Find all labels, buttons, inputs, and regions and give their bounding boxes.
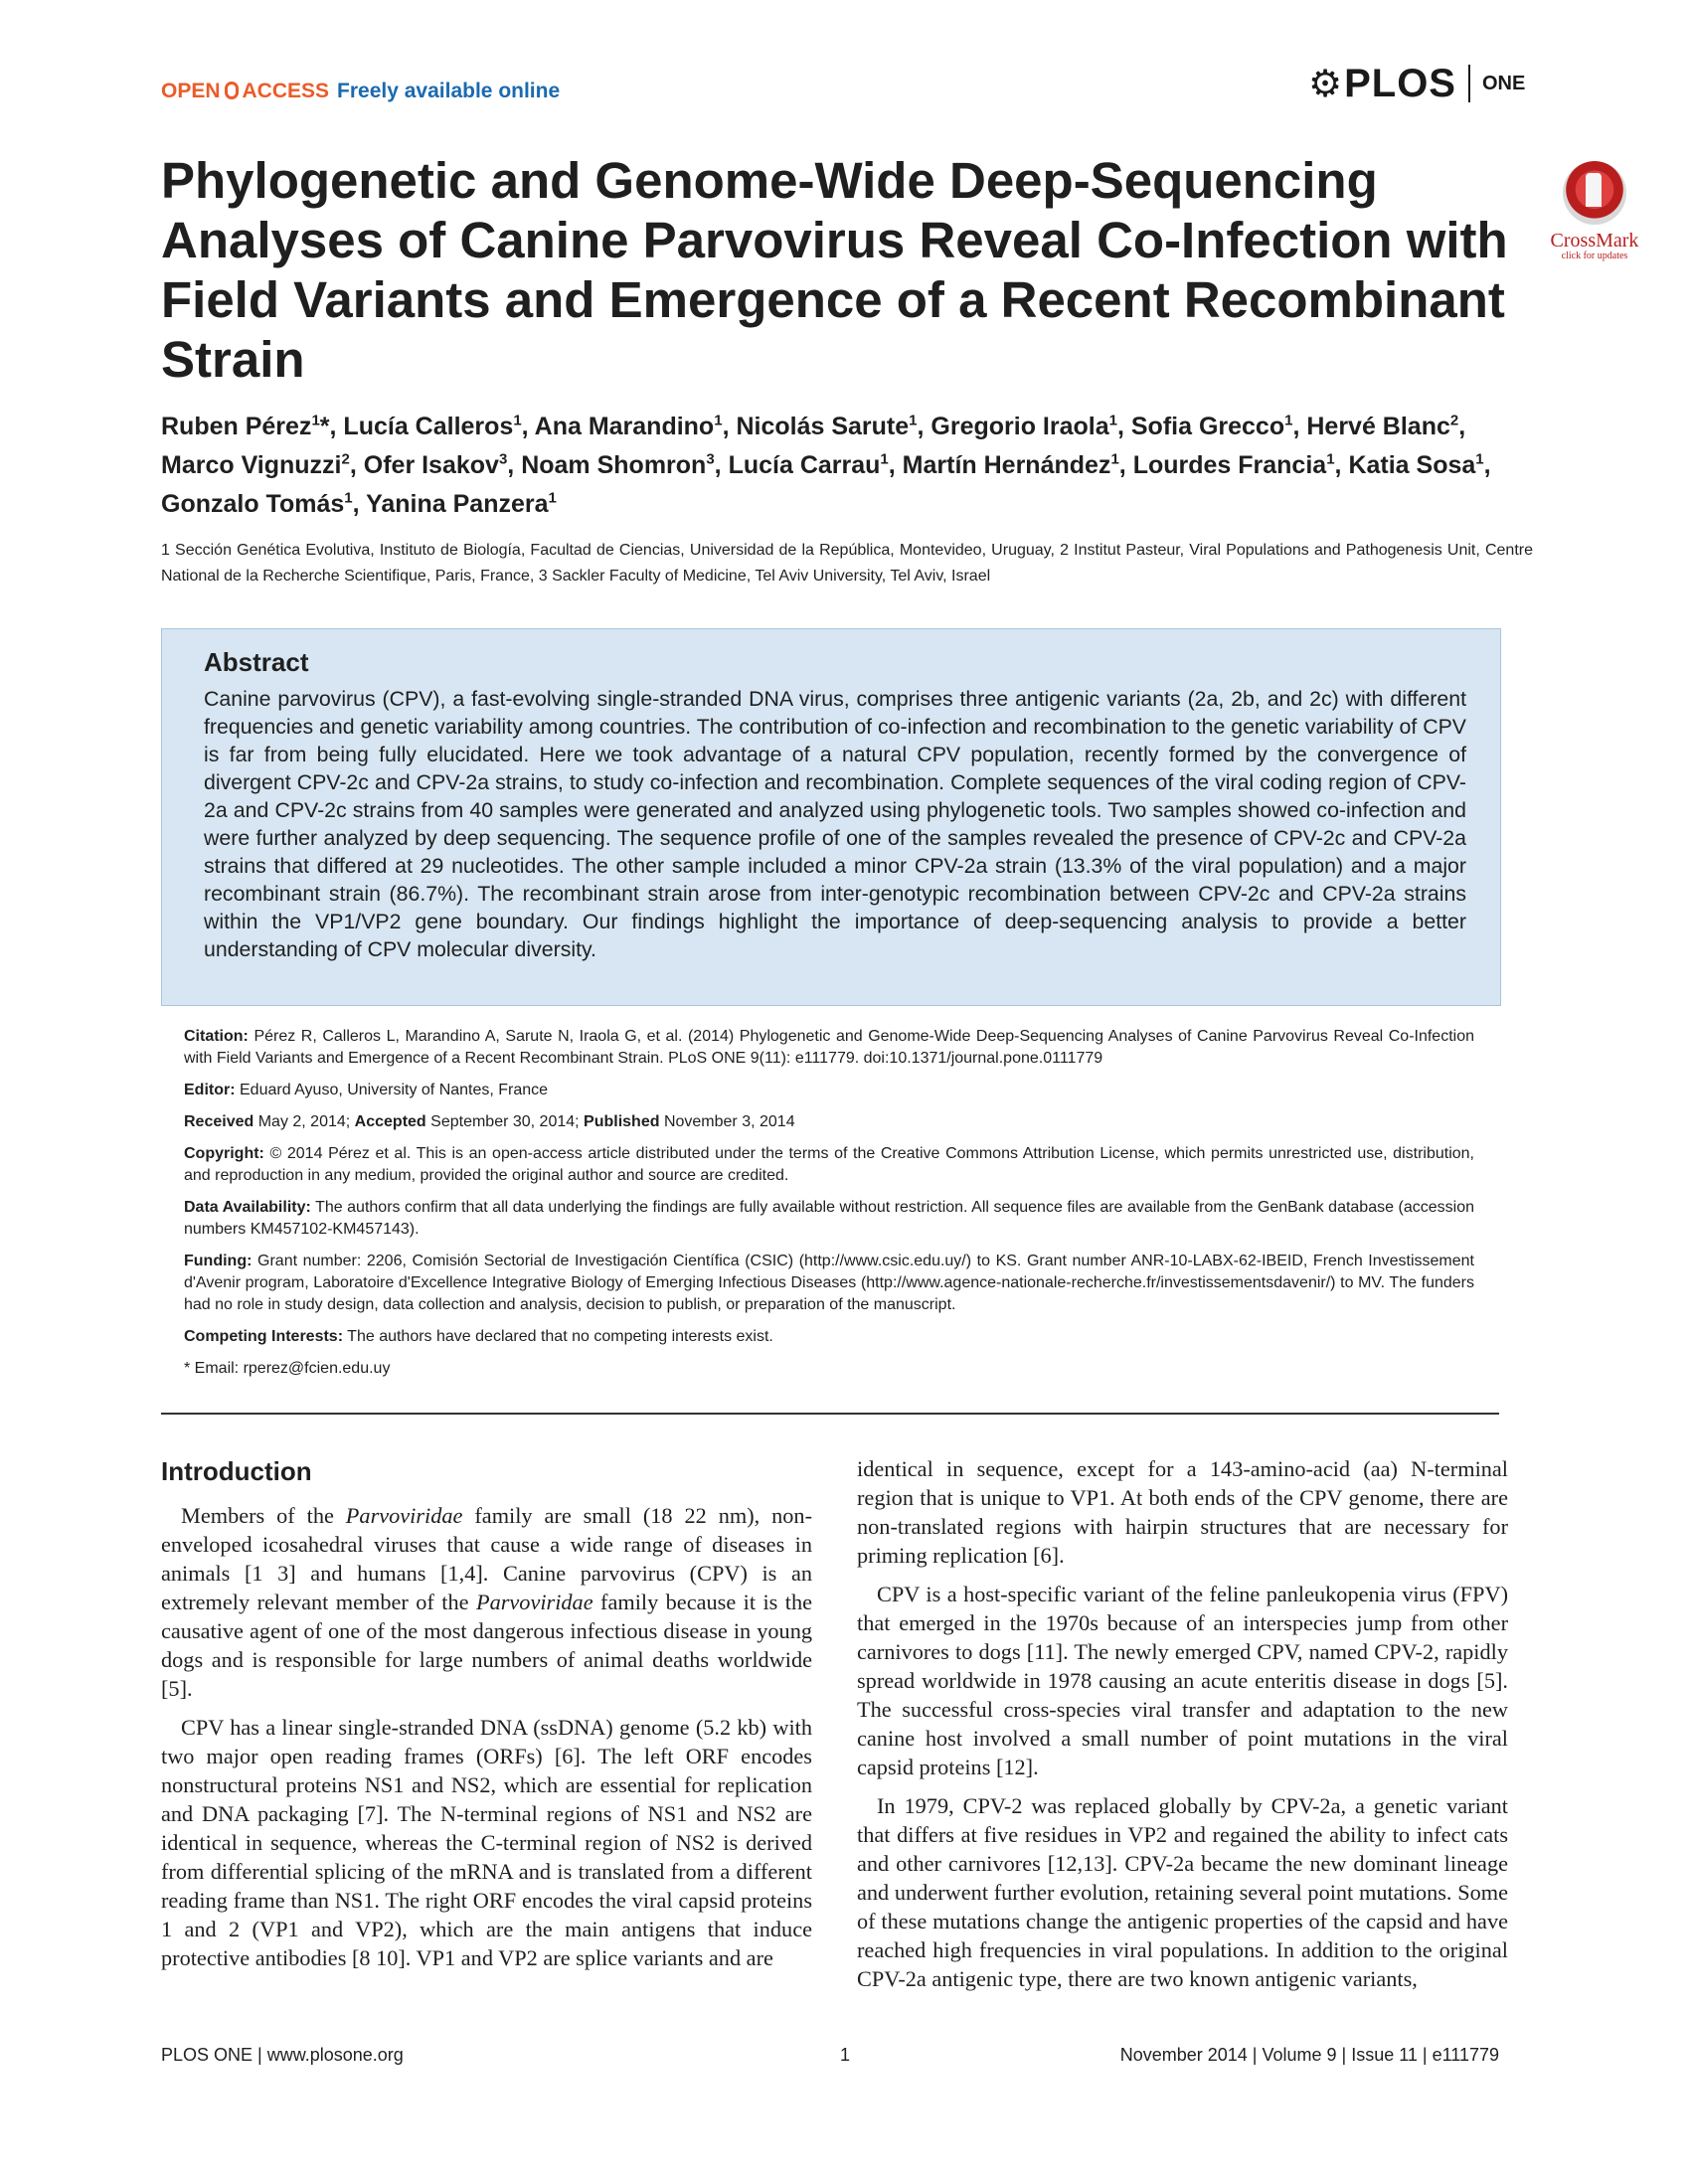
author-affiliation-mark: 1	[513, 412, 522, 429]
author	[161, 451, 350, 479]
body-paragraph	[161, 1501, 812, 1703]
page-number: 1	[840, 2045, 851, 2065]
accepted-label: Accepted	[354, 1113, 426, 1130]
funding	[184, 1251, 1474, 1316]
author-affiliation-mark: 1	[1284, 412, 1293, 429]
plos-gear-icon: ⚙	[1308, 63, 1343, 105]
author	[366, 490, 557, 518]
author-affiliation-mark: 1	[1475, 450, 1484, 468]
logo-divider	[1468, 65, 1470, 102]
editor	[184, 1080, 1474, 1101]
text-run: family because it is the causative agent of one of the most dangerous infectious disease in young dogs and is responsible for large numbers of animal deaths worldwide [5].	[161, 1590, 813, 1701]
citation-label: Citation:	[184, 1028, 249, 1045]
data-availability-label: Data Availability:	[184, 1199, 311, 1216]
journal-logo-text: PLOS	[1344, 61, 1456, 105]
received-label: Received	[184, 1113, 254, 1130]
author	[535, 413, 723, 440]
author	[930, 413, 1117, 440]
author-affiliation-mark: 3	[498, 450, 508, 468]
data-availability-text: The authors confirm that all data underlying the findings are fully available without restriction. All sequence files are available from the GenBank database (accession numbers KM457102-KM457143).	[184, 1199, 1475, 1238]
author-name: Ana Marandino	[534, 413, 715, 440]
author-affiliation-mark: 1	[1110, 450, 1119, 468]
body-paragraph: In 1979, CPV-2 was replaced globally by CPV-2a, a genetic variant that differs at five residues in VP2 and regained the ability to infect cats and other carnivores [12,13]. CPV-2a became the new dominant lineage and underwent further evolution, retaining several point mutations. Some of these mutations change the antigenic properties of the capsid and have reached high frequencies in viral populations. In addition to the original CPV-2a antigenic type, there are two known antigenic variants,	[857, 1793, 1508, 1991]
author-affiliation-mark: 1	[344, 489, 353, 507]
author-name: Lourdes Francia	[1132, 451, 1327, 479]
journal-logo-sub: ONE	[1481, 72, 1526, 94]
funding-text: Grant number: 2206, Comisión Sectorial de Investigación Científica (CSIC) (http://www.csic.edu.uy/) to KS. Grant number ANR-10-LABX-62-IBEID, French Investissement d'Avenir program, Laboratoire d'Excellence Integrative Biology of Emerging Infectious Diseases (http://www.agence-nationale-recherche.fr/investissementsdavenir/) to MV. The funders had no role in study design, data collection and analysis, decision to publish, or preparation of the manuscript.	[184, 1253, 1475, 1313]
abstract-text: Canine parvovirus (CPV), a fast-evolving single-stranded DNA virus, comprises three antigenic variants (2a, 2b, and 2c) with different frequencies and genetic variability among countries. The contribution of co-infection and recombination to the genetic variability of CPV is far from being fully elucidated. Here we took advantage of a natural CPV population, recently formed by the convergence of divergent CPV-2c and CPV-2a strains, to study co-infection and recombination. Complete sequences of the viral coding region of CPV-2a and CPV-2c strains from 40 samples were generated and analyzed using phylogenetic tools. Two samples showed co-infection and were further analyzed by deep sequencing. The sequence profile of one of the samples revealed the presence of CPV-2c and CPV-2a strains that differed at 29 nucleotides. The other sample included a minor CPV-2a strain (13.3% of the viral population) and a major recombinant strain (86.7%). The recombinant strain arose from inter-genotypic recombination between CPV-2c and CPV-2a strains within the VP1/VP2 gene boundary. Our findings highlight the importance of deep-sequencing analysis to provide a better understanding of CPV molecular diversity.	[204, 687, 1466, 961]
author-name: Hervé Blanc	[1306, 413, 1450, 440]
data-availability	[184, 1197, 1474, 1241]
abstract-heading: Abstract	[204, 647, 309, 677]
author	[1133, 451, 1335, 479]
author-affiliation-mark: 1	[909, 412, 918, 429]
author-name: Lucía Calleros	[343, 413, 514, 440]
body-paragraph: CPV is a host-specific variant of the feline panleukopenia virus (FPV) that emerged in the 1970s because of an interspecies jump from other carnivores to dogs [11]. The newly emerged CPV, named CPV-2, rapidly spread worldwide in 1978 causing an acute enteritis disease in dogs [5]. The successful cross-species viral transfer and adaptation to the new canine host involved a small number of point mutations in the viral capsid proteins [12].	[857, 1582, 1508, 1779]
author-name: Noam Shomron	[521, 451, 707, 479]
author-name: Sofia Grecco	[1130, 413, 1285, 440]
copyright	[184, 1143, 1474, 1187]
author-name: Yanina Panzera	[366, 490, 549, 518]
author-affiliation-mark: 2	[1449, 412, 1459, 429]
author	[1348, 451, 1483, 479]
article-title: Phylogenetic and Genome-Wide Deep-Sequencing Analyses of Canine Parvovirus Reveal Co-Infection with Field Variants and Emergence of a Recent Recombinant Strain	[161, 152, 1508, 388]
author	[343, 413, 521, 440]
author-affiliation-mark: 1	[714, 412, 723, 429]
corresponding-author-mark: *	[319, 413, 330, 440]
author-affiliation-mark: 1	[880, 450, 889, 468]
metadata-divider	[161, 1413, 1499, 1415]
open-access-badge	[161, 80, 560, 103]
author-affiliation-mark: 1	[1326, 450, 1335, 468]
footer-journal: PLOS ONE | www.plosone.org	[161, 2045, 404, 2065]
author-name: Ofer Isakov	[363, 451, 499, 479]
editor-text: Eduard Ayuso, University of Nantes, France	[240, 1082, 549, 1098]
author	[1131, 413, 1293, 440]
author	[736, 413, 917, 440]
competing-interests-label: Competing Interests:	[184, 1328, 344, 1345]
published-label: Published	[584, 1113, 660, 1130]
author	[903, 451, 1119, 479]
competing-interests	[184, 1326, 1474, 1348]
open-label: OPEN	[161, 80, 221, 102]
received-date: May 2, 2014;	[257, 1113, 351, 1130]
article-metadata	[184, 1026, 1474, 1390]
author	[729, 451, 889, 479]
funding-label: Funding:	[184, 1253, 253, 1269]
competing-interests-text: The authors have declared that no competing interests exist.	[347, 1328, 773, 1345]
citation	[184, 1026, 1474, 1070]
open-access-lock-icon	[225, 82, 239, 99]
abstract-box	[161, 628, 1501, 1006]
author-name: Lucía Carrau	[728, 451, 881, 479]
body-column-right	[857, 1454, 1508, 2003]
crossmark-sublabel: click for updates	[1561, 251, 1628, 261]
author-name: Katia Sosa	[1348, 451, 1476, 479]
introduction-heading: Introduction	[161, 1456, 312, 1486]
citation-text: Pérez R, Calleros L, Marandino A, Sarute N, Iraola G, et al. (2014) Phylogenetic and Genome-Wide Deep-Sequencing Analyses of Canine Parvovirus Reveal Co-Infection with Field Variants and Emergence of a Recent Recombinant Strain. PLoS ONE 9(11): e111779. doi:10.1371/journal.pone.0111779	[184, 1028, 1475, 1067]
affiliations: 1 Sección Genética Evolutiva, Instituto de Biología, Facultad de Ciencias, Universidad de la República, Montevideo, Uruguay, 2 Institut Pasteur, Viral Populations and Pathogenesis Unit, Centre National de la Recherche Scientifique, Paris, France, 3 Sackler Faculty of Medicine, Tel Aviv University, Tel Aviv, Israel	[161, 542, 1533, 585]
author	[364, 451, 508, 479]
author-affiliation-mark: 1	[1108, 412, 1117, 429]
author-name: Gregorio Iraola	[930, 413, 1109, 440]
copyright-text: © 2014 Pérez et al. This is an open-access article distributed under the terms of the Creative Commons Attribution License, which permits unrestricted use, distribution, and reproduction in any medium, provided the original author and source are credited.	[184, 1145, 1474, 1184]
taxon-name: Parvoviridae	[475, 1590, 593, 1614]
author	[1306, 413, 1458, 440]
author-affiliation-mark: 3	[706, 450, 715, 468]
author-affiliation-mark: 1	[311, 412, 320, 429]
footer-issue: November 2014 | Volume 9 | Issue 11 | e111779	[1119, 2045, 1499, 2065]
dates	[184, 1111, 1474, 1133]
editor-label: Editor:	[184, 1082, 236, 1098]
body-paragraph: CPV has a linear single-stranded DNA (ssDNA) genome (5.2 kb) with two major open reading frames (ORFs) [6]. The left ORF encodes nonstructural proteins NS1 and NS2, which are essential for replication and DNA packaging [7]. The N-terminal regions of NS1 and NS2 are identical in sequence, whereas the C-terminal region of NS2 is derived from differential splicing of the mRNA and is translated from a different reading frame than NS1. The right ORF encodes the viral capsid proteins 1 and 2 (VP1 and VP2), which are the main antigens that induce protective antibodies [8 10]. VP1 and VP2 are splice variants and are	[161, 1715, 812, 1970]
text-run: Members of the	[181, 1503, 346, 1528]
author-affiliation-mark: 1	[548, 489, 557, 507]
freely-available-label: Freely available online	[337, 80, 561, 102]
copyright-label: Copyright:	[184, 1145, 264, 1162]
author	[161, 413, 330, 440]
author	[521, 451, 714, 479]
text-run: family are small (18 22 nm), non-enveloped icosahedral viruses that cause a wide range of diseases in animals [1 3] and humans [1,4]. Canine parvovirus (CPV) is an extremely relevant member of the	[161, 1503, 812, 1614]
author	[161, 490, 353, 518]
corresponding-email[interactable]: * Email: rperez@fcien.edu.uy	[184, 1360, 391, 1377]
author-name: Marco Vignuzzi	[161, 451, 342, 479]
taxon-name: Parvoviridae	[345, 1503, 463, 1528]
author-name: Martín Hernández	[902, 451, 1111, 479]
crossmark-label: CrossMark	[1550, 230, 1639, 252]
author-name: Nicolás Sarute	[736, 413, 910, 440]
accepted-date: September 30, 2014;	[430, 1113, 580, 1130]
body-paragraph: identical in sequence, except for a 143-amino-acid (aa) N-terminal region that is unique to VP1. At both ends of the CPV genome, there are non-translated regions with hairpin structures that are necessary for priming replication [6].	[857, 1456, 1508, 1568]
body-column-left	[161, 1501, 812, 1982]
author-name: Ruben Pérez	[161, 413, 312, 440]
crossmark-icon	[1563, 161, 1626, 225]
author-name: Gonzalo Tomás	[161, 490, 345, 518]
crossmark-badge[interactable]	[1550, 161, 1639, 262]
published-date: November 3, 2014	[663, 1113, 795, 1130]
access-label: ACCESS	[242, 80, 330, 102]
journal-logo[interactable]	[1308, 62, 1525, 105]
author-affiliation-mark: 2	[341, 450, 350, 468]
author-list: Ruben Pérez$^1$*, Lucía Calleros$^1$, Ana Marandino$^1$, Nicolás Sarute$^1$, Gregorio Iraola$^1$, Sofia Grecco$^1$, Hervé Blanc$^2$, Marco Vignuzzi$^2$, Ofer Isakov$^3$, Noam Shomron$^3$, Lucía Carrau$^1$, Martín Hernández$^1$, Lourdes Francia$^1$, Katia Sosa$^1$, Gonzalo Tomás$^1$, Yanina Panzera$^1$	[161, 412, 1491, 518]
